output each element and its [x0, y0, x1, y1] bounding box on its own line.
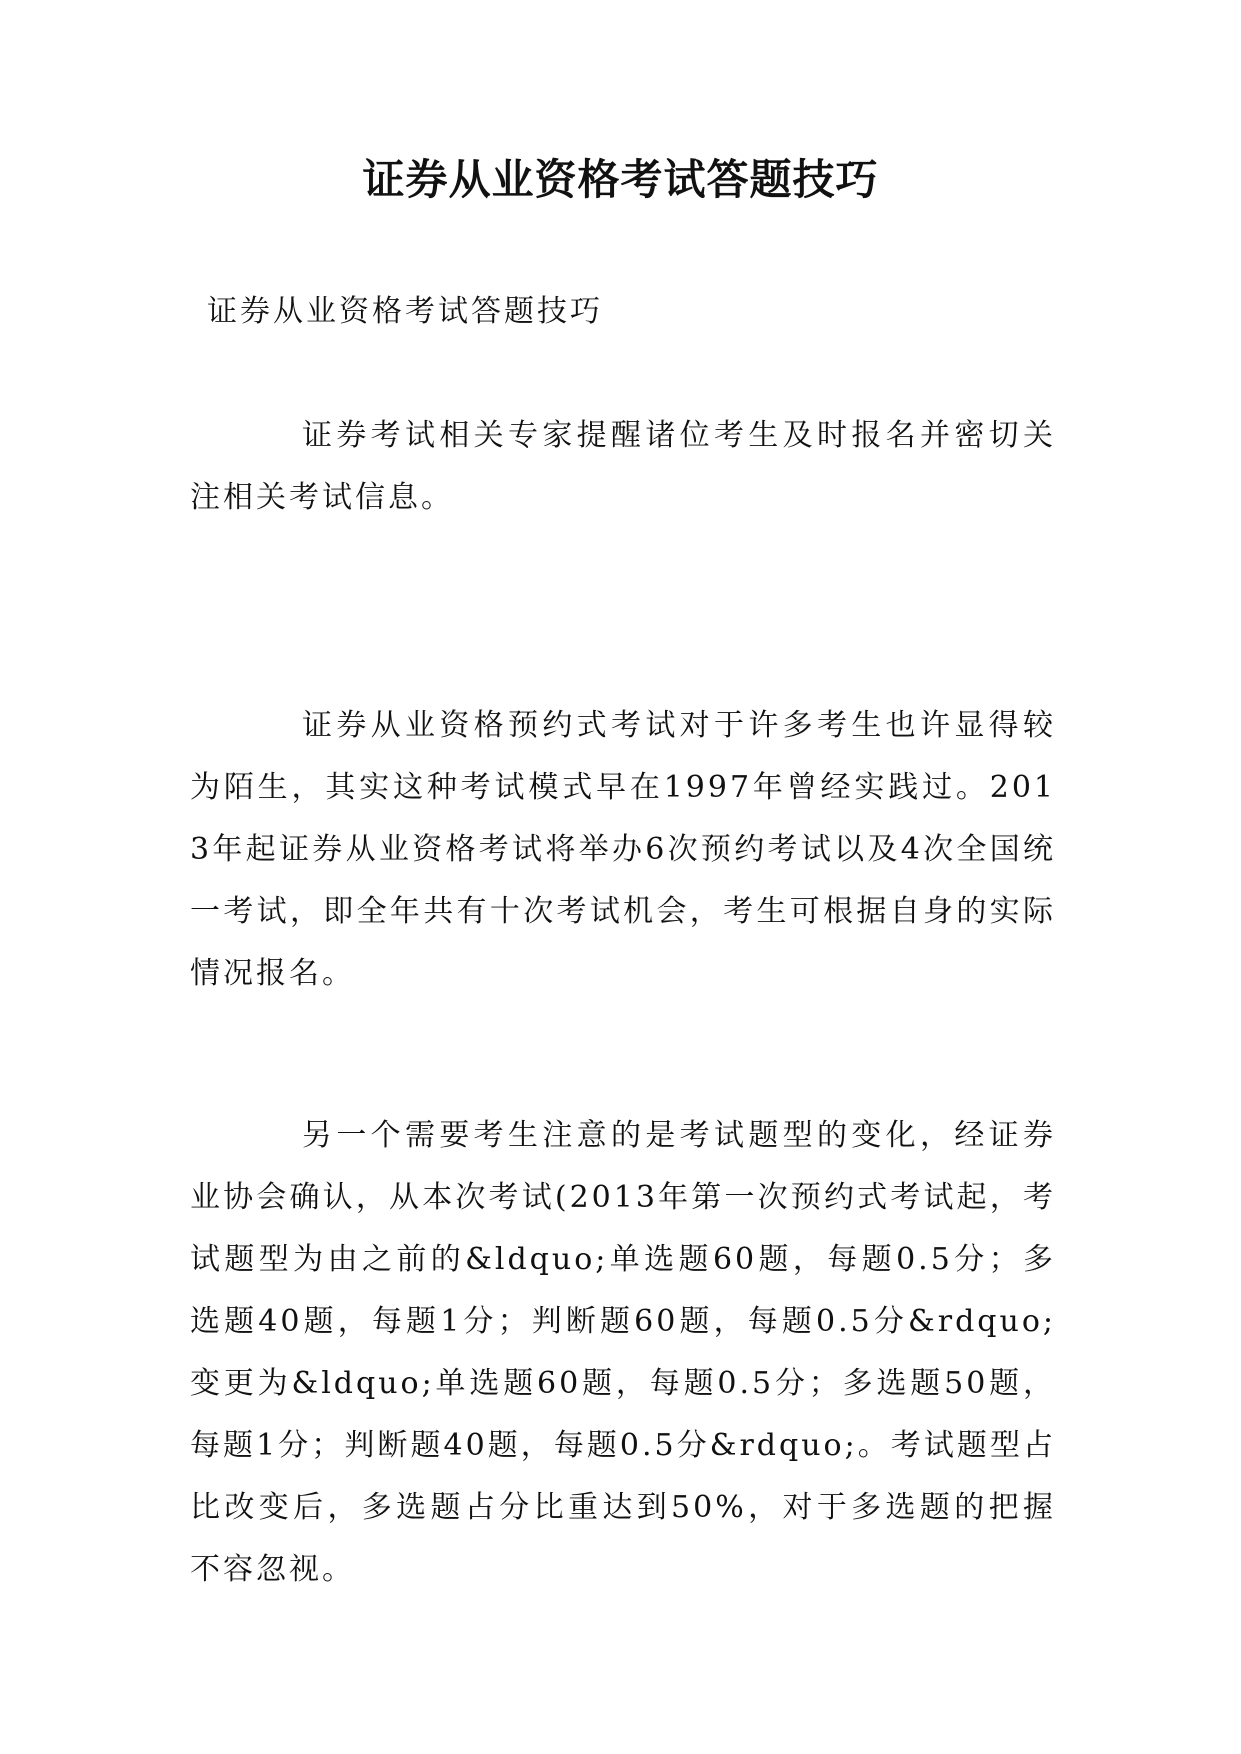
paragraph-3: 另一个需要考生注意的是考试题型的变化，经证券业协会确认，从本次考试(2013年第一次预约式考试起，考试题型为由之前的&ldquo;单选题60题，每题0.5分；多选题40题，每题1分；判断题60题，每题0.5分&rdquo;变更为&ldquo;单选题60题，每题0.5分；多选题50题，每题1分；判断题40题，每题0.5分&rdquo;。考试题型占比改变后，多选题占分比重达到50%，对于多选题的把握不容忽视。 [190, 1118, 1056, 1587]
paragraph-1: 证券考试相关专家提醒诸位考生及时报名并密切关注相关考试信息。 [190, 418, 1056, 515]
document-subtitle: 证券从业资格考试答题技巧 [207, 294, 603, 329]
document-title: 证券从业资格考试答题技巧 [362, 155, 879, 204]
paragraph-2: 证券从业资格预约式考试对于许多考生也许显得较为陌生，其实这种考试模式早在1997年曾经实践过。2013年起证券从业资格考试将举办6次预约考试以及4次全国统一考试，即全年共有十次考试机会，考生可根据自身的实际情况报名。 [190, 708, 1056, 991]
